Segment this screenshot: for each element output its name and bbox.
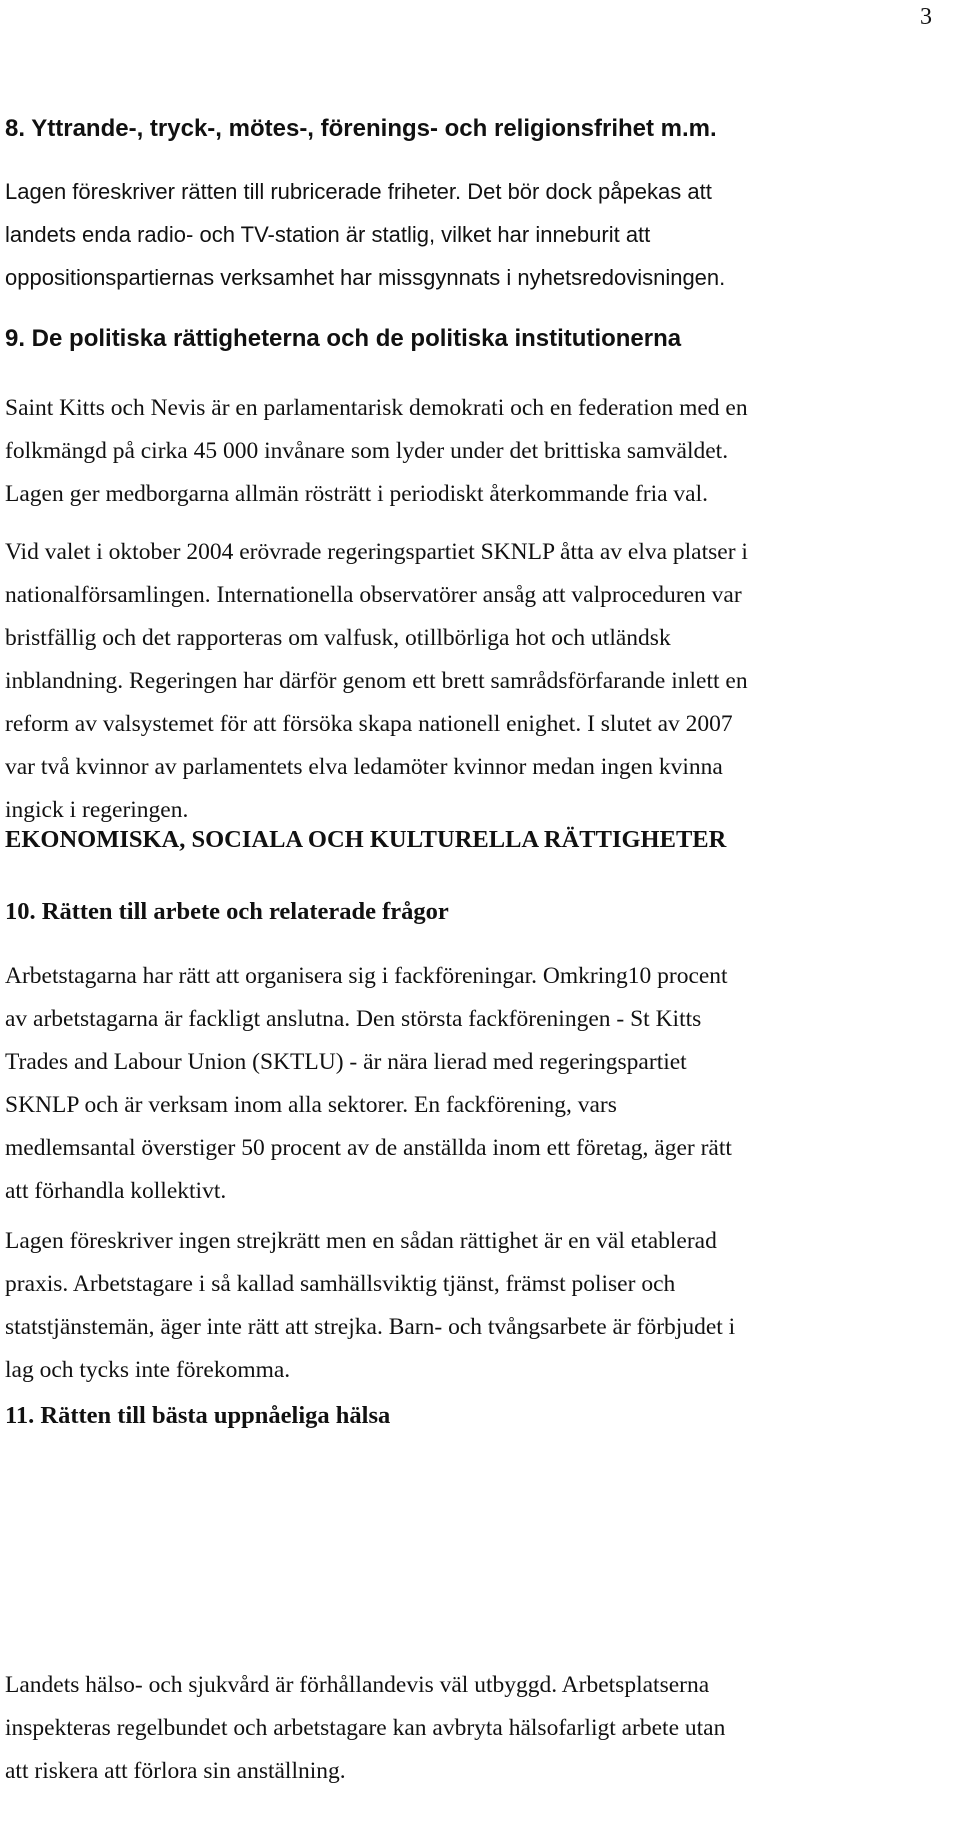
text-line: statstjänstemän, äger inte rätt att strejka. Barn- och tvångsarbete är förbjudet i: [5, 1314, 736, 1340]
text-line: ingick i regeringen.: [5, 797, 189, 823]
text-line: Saint Kitts och Nevis är en parlamentarisk demokrati och en federation med en: [5, 395, 748, 421]
text-line: Landets hälso- och sjukvård är förhållandevis väl utbyggd. Arbetsplatserna: [5, 1672, 710, 1698]
text-line: av arbetstagarna är fackligt anslutna. Den största fackföreningen - St Kitts: [5, 1006, 702, 1032]
text-line: folkmängd på cirka 45 000 invånare som lyder under det brittiska samväldet.: [5, 438, 729, 464]
section-10-paragraph-1: [5, 955, 950, 1213]
section-8-heading: 8. Yttrande-, tryck-, mötes-, förenings- och religionsfrihet m.m.: [5, 115, 717, 142]
section-8-paragraph: [5, 170, 950, 299]
text-line: landets enda radio- och TV-station är statlig, vilket har inneburit att: [5, 222, 651, 247]
text-line: bristfällig och det rapporteras om valfusk, otillbörliga hot och utländsk: [5, 625, 671, 651]
section-10-paragraph-2: [5, 1220, 950, 1392]
text-line: Arbetstagarna har rätt att organisera sig i fackföreningar. Omkring10 procent: [5, 963, 728, 989]
section-9-heading: 9. De politiska rättigheterna och de politiska institutionerna: [5, 325, 682, 352]
text-line: lag och tycks inte förekomma.: [5, 1357, 291, 1383]
text-line: medlemsantal överstiger 50 procent av de anställda inom ett företag, äger rätt: [5, 1135, 732, 1161]
section-10-heading: 10. Rätten till arbete och relaterade frågor: [5, 898, 449, 925]
section-11-heading: 11. Rätten till bästa uppnåeliga hälsa: [5, 1402, 391, 1429]
text-line: praxis. Arbetstagare i så kallad samhällsviktig tjänst, främst poliser och: [5, 1271, 676, 1297]
text-line: inblandning. Regeringen har därför genom ett brett samrådsförfarande inlett en: [5, 668, 748, 694]
text-line: Trades and Labour Union (SKTLU) - är nära lierad med regeringspartiet: [5, 1049, 687, 1075]
section-11-paragraph: [5, 1664, 950, 1793]
text-line: SKNLP och är verksam inom alla sektorer. En fackförening, vars: [5, 1092, 617, 1118]
text-line: reform av valsystemet för att försöka skapa nationell enighet. I slutet av 2007: [5, 711, 733, 737]
text-line: nationalförsamlingen. Internationella observatörer ansåg att valproceduren var: [5, 582, 742, 608]
section-9-paragraph-2: [5, 531, 950, 832]
text-line: att förhandla kollektivt.: [5, 1178, 227, 1204]
text-line: Lagen föreskriver ingen strejkrätt men en sådan rättighet är en väl etablerad: [5, 1228, 717, 1254]
text-line: inspekteras regelbundet och arbetstagare kan avbryta hälsofarligt arbete utan: [5, 1715, 726, 1741]
text-line: Lagen föreskriver rätten till rubricerade friheter. Det bör dock påpekas att: [5, 179, 712, 204]
part-heading: EKONOMISKA, SOCIALA OCH KULTURELLA RÄTTIGHETER: [5, 826, 727, 853]
text-line: Vid valet i oktober 2004 erövrade regeringspartiet SKNLP åtta av elva platser i: [5, 539, 748, 565]
page-number: 3: [920, 4, 932, 30]
text-line: Lagen ger medborgarna allmän rösträtt i periodiskt återkommande fria val.: [5, 481, 709, 507]
text-line: att riskera att förlora sin anställning.: [5, 1758, 346, 1784]
text-line: var två kvinnor av parlamentets elva ledamöter kvinnor medan ingen kvinna: [5, 754, 723, 780]
section-9-paragraph-1: [5, 387, 950, 516]
text-line: oppositionspartiernas verksamhet har missgynnats i nyhetsredovisningen.: [5, 265, 726, 290]
